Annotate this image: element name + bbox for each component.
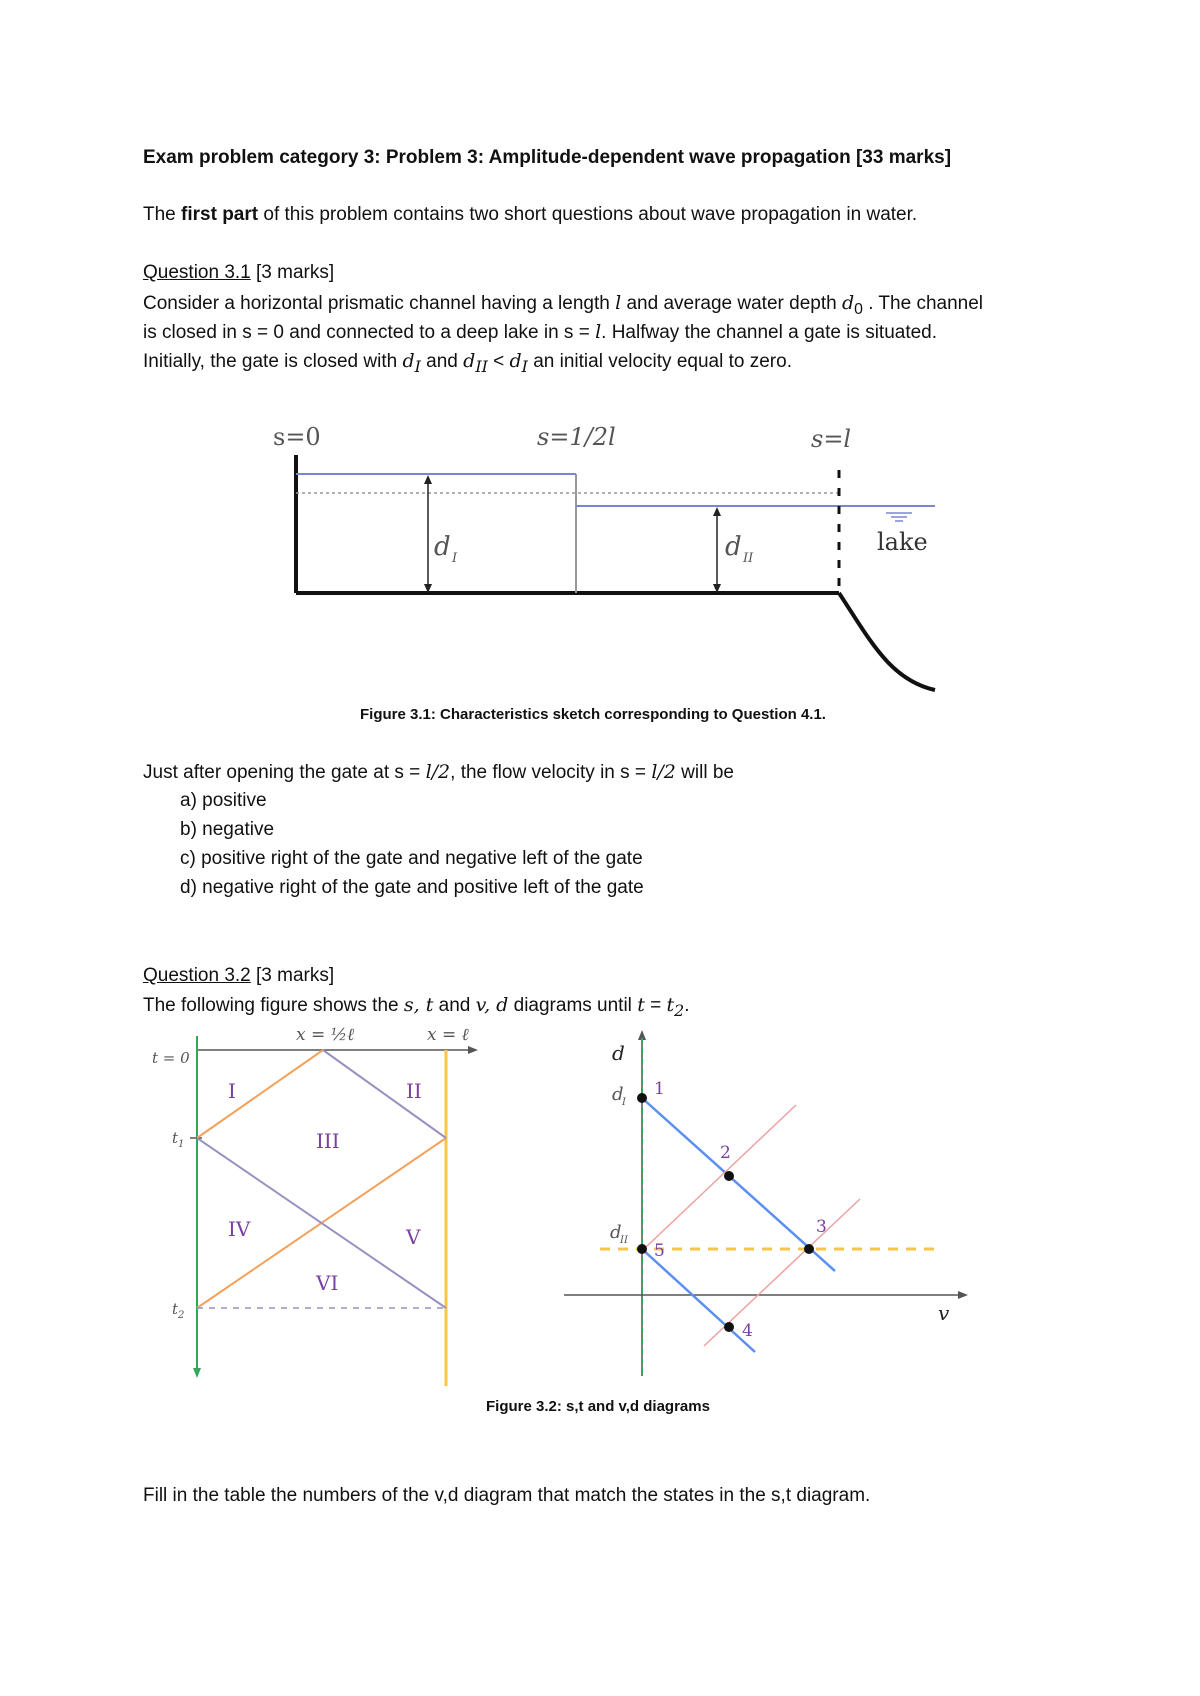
q32-l1-vd: v, d [475,994,509,1016]
q31-l3-lt: < [487,351,510,372]
label-x-l: x = ℓ [427,1025,469,1045]
label-t1: t [172,1129,179,1147]
q31-l3-c: an initial velocity equal to zero. [527,351,792,372]
label-dII: d [610,1222,622,1243]
q31-l3-a: Initially, the gate is closed with [143,351,403,372]
point-3-label: 3 [816,1217,827,1237]
label-t2: t [172,1300,179,1318]
lake-slope [839,593,935,690]
label-t1-sub: 1 [178,1139,185,1150]
figure-3-1-caption: Figure 3.1: Characteristics sketch corresponding to Question 4.1. [360,706,826,723]
q31-q-a: Just after opening the gate at s = [143,762,426,783]
label-dI: d [612,1084,624,1105]
point-4 [724,1322,734,1332]
q31-question [143,760,734,785]
q31-l3-d2: d [463,350,476,372]
q31-l1-d: d [841,292,855,314]
q31-l2-a: is closed in s = 0 and connected to a deep lake in s = [143,322,596,343]
label-dI-sub: I [622,1097,626,1108]
label-dI: d [434,532,451,562]
q31-l1-l: l [615,292,622,314]
label-smid: s=1/2l [537,423,616,451]
label-dII-sub: II [743,551,754,566]
q31-l3-s1: I [414,356,421,376]
point-4-label: 4 [742,1321,753,1341]
q31-l2-l: l [595,321,602,343]
q31-l2-b: . Halfway the channel a gate is situated. [601,322,938,343]
point-2 [724,1171,734,1181]
label-d-axis: d [612,1041,625,1065]
point-5 [637,1244,647,1254]
region-VI: VI [316,1271,339,1295]
region-II: II [406,1079,422,1103]
v-axis-arrow [958,1291,968,1299]
char-pink-2 [646,1105,796,1247]
q31-l1-c: . The channel [862,293,984,314]
q32-l1-eq: = [644,995,667,1016]
point-2-label: 2 [720,1143,731,1163]
q32-l1-sub: 2 [674,1000,685,1020]
label-x-half: x = ½ℓ [296,1025,355,1045]
char-orange-1 [197,1050,323,1138]
q31-l3-d3: d [509,350,522,372]
region-III: III [316,1129,340,1153]
point-1 [637,1093,647,1103]
vd-diagram [560,1018,980,1388]
label-dI-sub: I [452,551,458,566]
q32-l1-b: and [433,995,476,1016]
region-I: I [228,1079,236,1103]
label-dII: d [725,532,742,562]
q31-marks: [3 marks] [250,262,335,283]
q31-q-b: , the flow velocity in s = [450,762,652,783]
q31-l3-s2: II [475,356,488,376]
char-blue-2 [642,1249,755,1352]
point-1-label: 1 [654,1079,665,1099]
point-5-label: 5 [654,1241,665,1261]
q31-q-l1: l/2 [425,761,451,783]
q32-label: Question 3.2 [143,965,251,986]
q31-q-l2: l/2 [651,761,676,783]
arrow-dI-top [424,475,432,484]
q32-l1-dot: . [684,995,690,1016]
q31-l3-b: and [420,351,464,372]
label-sl: s=l [811,425,852,453]
channel-figure [0,0,1200,740]
s-axis-arrow [468,1046,478,1054]
q31-l3-s3: I [521,356,528,376]
q32-l1-st: s, t [403,994,434,1016]
label-t0: t = 0 [152,1049,190,1067]
q31-l3-d1: d [402,350,415,372]
q31-l1-a: Consider a horizontal prismatic channel having a length [143,293,616,314]
intro-prefix: The [143,204,182,225]
figure-3-2-caption: Figure 3.2: s,t and v,d diagrams [486,1398,710,1415]
q31-l1-sub: 0 [854,300,863,318]
q32-l1-c: diagrams until [508,995,638,1016]
point-3 [804,1244,814,1254]
option-c: c) positive right of the gate and negative left of the gate [180,848,643,869]
region-IV: IV [228,1217,251,1241]
q31-label: Question 3.1 [143,262,251,283]
q31-l1-b: and average water depth [621,293,842,314]
option-d: d) negative right of the gate and positive left of the gate [180,877,644,898]
q32-l1-t: t [637,994,645,1016]
intro-suffix: of this problem contains two short questions about wave propagation in water. [258,204,918,225]
option-b: b) negative [180,819,275,840]
t-axis-arrow [193,1368,201,1378]
st-diagram [140,1018,500,1398]
q32-heading [143,964,334,988]
option-a: a) positive [180,790,267,811]
label-s0: s=0 [273,423,321,451]
q32-l1-t2: t [666,994,675,1016]
q31-q-c: will be [675,762,734,783]
label-lake: lake [877,528,928,556]
region-V: V [406,1225,421,1249]
problem-title: Exam problem category 3: Problem 3: Amplitude-dependent wave propagation [33 marks] [143,147,952,168]
intro-bold: first part [181,204,259,225]
q32-l1-a: The following figure shows the [143,995,404,1016]
label-dII-sub: II [620,1235,628,1246]
q32-instruction: Fill in the table the numbers of the v,d diagram that match the states in the s,t diagram. [143,1485,871,1506]
char-purple-1 [323,1050,446,1138]
label-t2-sub: 2 [178,1310,185,1321]
arrow-dII-top [713,507,721,516]
q32-marks: [3 marks] [250,965,335,986]
label-v-axis: v [938,1301,950,1325]
